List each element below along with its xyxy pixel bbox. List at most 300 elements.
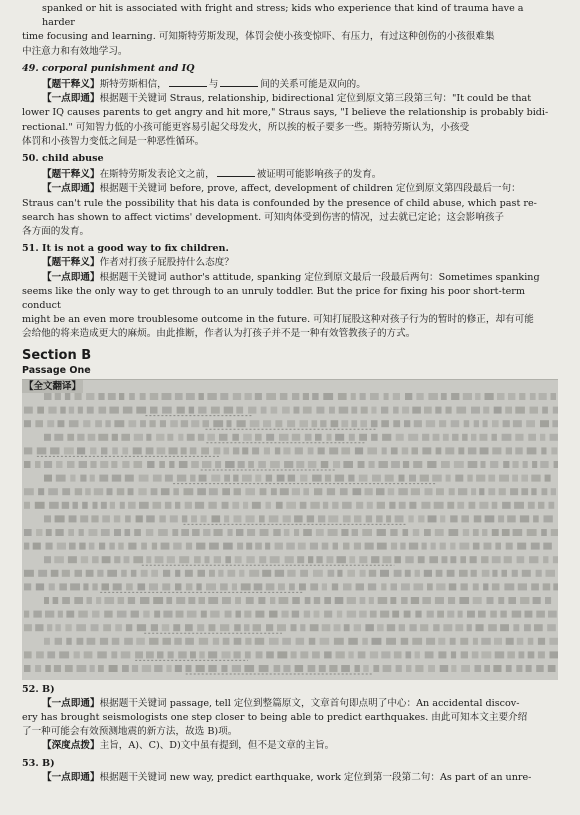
illegible-glyph (495, 542, 501, 549)
illegible-glyph (314, 597, 320, 604)
illegible-glyph (539, 393, 547, 400)
illegible-glyph (504, 556, 512, 563)
illegible-glyph (156, 433, 164, 440)
illegible-glyph (126, 583, 133, 590)
illegible-glyph (261, 406, 267, 413)
illegible-glyph (152, 542, 157, 549)
illegible-glyph (448, 597, 455, 604)
illegible-glyph (536, 569, 542, 576)
illegible-glyph (403, 461, 409, 468)
illegible-glyph (203, 529, 210, 536)
illegible-glyph (157, 651, 164, 658)
illegible-glyph (458, 488, 467, 495)
illegible-glyph (308, 556, 313, 563)
illegible-glyph (460, 556, 466, 563)
illegible-glyph (79, 542, 85, 549)
illegible-glyph (337, 556, 346, 563)
illegible-glyph (166, 665, 171, 672)
illegible-glyph (264, 447, 270, 454)
illegible-glyph (169, 461, 174, 468)
illegible-glyph (162, 624, 169, 631)
illegible-glyph (467, 474, 472, 481)
illegible-glyph (84, 651, 93, 658)
illegible-glyph (83, 583, 88, 590)
illegible-glyph (393, 393, 400, 400)
illegible-glyph (332, 583, 338, 590)
illegible-glyph (244, 665, 254, 672)
illegible-glyph (163, 569, 170, 576)
illegible-glyph (82, 501, 88, 508)
illegible-glyph (255, 474, 261, 481)
stem-text: 在斯特劳斯发表论文之前， (99, 169, 215, 181)
illegible-glyph (284, 529, 290, 536)
illegible-glyph (100, 461, 108, 468)
illegible-glyph (121, 569, 127, 576)
illegible-glyph (140, 393, 146, 400)
illegible-glyph (507, 651, 515, 658)
illegible-glyph (87, 637, 96, 644)
illegible-glyph (524, 624, 531, 631)
illegible-glyph (35, 461, 41, 468)
illegible-glyph (348, 637, 358, 644)
illegible-glyph (276, 501, 283, 508)
illegible-glyph (480, 433, 488, 440)
illegible-glyph (292, 488, 300, 495)
illegible-glyph (471, 569, 477, 576)
illegible-glyph (44, 474, 52, 481)
illegible-glyph (428, 393, 438, 400)
illegible-glyph (222, 597, 231, 604)
illegible-glyph (218, 569, 223, 576)
illegible-glyph (425, 651, 434, 658)
illegible-glyph (24, 665, 31, 672)
illegible-glyph (50, 447, 59, 454)
illegible-glyph (482, 569, 490, 576)
question-answer: B) (42, 757, 55, 769)
illegible-glyph (74, 597, 83, 604)
illegible-glyph (275, 542, 283, 549)
illegible-glyph (340, 488, 348, 495)
illegible-glyph (124, 637, 133, 644)
illegible-glyph (292, 393, 299, 400)
tip-text: 根据题干关键词 new way, predict earthquake, work 定位到第一段第二句：As part of an unre- (99, 771, 532, 783)
illegible-glyph (209, 542, 219, 549)
illegible-glyph (473, 583, 479, 590)
illegible-glyph (494, 406, 502, 413)
illegible-glyph (300, 474, 307, 481)
passage-heading: Passage One (22, 364, 91, 376)
illegible-glyph (175, 393, 183, 400)
illegible-glyph (322, 542, 329, 549)
answer-blank (217, 166, 255, 177)
illegible-glyph (456, 406, 466, 413)
illegible-glyph (277, 624, 286, 631)
illegible-glyph (303, 406, 312, 413)
illegible-glyph (436, 488, 444, 495)
illegible-glyph (461, 665, 470, 672)
illegible-glyph (86, 393, 94, 400)
illegible-glyph (388, 488, 395, 495)
illegible-glyph (260, 529, 269, 536)
illegible-glyph (35, 665, 41, 672)
illegible-glyph (312, 420, 318, 427)
illegible-glyph (295, 665, 304, 672)
illegible-glyph (322, 583, 327, 590)
illegible-glyph (117, 488, 125, 495)
question-51-stem (22, 256, 558, 270)
stem-text: 斯特劳斯相信， (99, 79, 167, 91)
illegible-glyph (490, 461, 498, 468)
illegible-glyph (24, 406, 33, 413)
illegible-glyph (263, 420, 271, 427)
illegible-glyph (551, 488, 556, 495)
illegible-glyph (359, 556, 367, 563)
illegible-glyph (422, 597, 431, 604)
illegible-glyph (44, 556, 51, 563)
illegible-glyph (479, 501, 488, 508)
illegible-glyph (278, 583, 285, 590)
illegible-glyph (89, 542, 95, 549)
illegible-glyph (245, 651, 251, 658)
illegible-glyph (275, 569, 284, 576)
illegible-glyph (107, 569, 117, 576)
illegible-glyph (112, 447, 118, 454)
illegible-glyph (502, 433, 512, 440)
illegible-glyph (319, 665, 326, 672)
illegible-glyph (154, 665, 162, 672)
illegible-glyph (79, 529, 84, 536)
illegible-glyph (294, 406, 300, 413)
illegible-glyph (550, 433, 558, 440)
illegible-glyph (500, 610, 506, 617)
illegible-glyph (425, 488, 433, 495)
illegible-glyph (75, 569, 83, 576)
illegible-glyph (339, 406, 349, 413)
illegible-glyph (175, 501, 180, 508)
question-answer: B) (42, 683, 55, 695)
illegible-glyph (66, 637, 71, 644)
illegible-glyph (314, 610, 320, 617)
illegible-glyph (519, 651, 525, 658)
illegible-glyph (328, 515, 338, 522)
illegible-glyph (103, 624, 111, 631)
illegible-glyph (542, 406, 548, 413)
illegible-glyph (490, 610, 497, 617)
illegible-glyph (286, 501, 296, 508)
illegible-glyph (150, 393, 158, 400)
question-number: 53. (22, 757, 39, 769)
deep-text: 主旨，A)、C)、D)文中虽有提到，但不是文章的主旨。 (99, 740, 335, 752)
illegible-glyph (428, 515, 437, 522)
illegible-glyph (365, 542, 374, 549)
illegible-glyph (422, 447, 431, 454)
illegible-glyph (94, 488, 103, 495)
illegible-glyph (292, 597, 300, 604)
illegible-glyph (513, 420, 522, 427)
illegible-glyph (245, 393, 252, 400)
illegible-glyph (527, 529, 537, 536)
illegible-glyph (279, 433, 289, 440)
illegible-glyph (186, 665, 192, 672)
illegible-glyph (528, 433, 536, 440)
illegible-glyph (324, 610, 332, 617)
illegible-glyph (177, 474, 186, 481)
illegible-glyph (214, 447, 221, 454)
illegible-glyph (297, 556, 304, 563)
illegible-glyph (382, 433, 391, 440)
illegible-glyph (393, 406, 399, 413)
illegible-glyph (141, 542, 147, 549)
illegible-glyph (102, 515, 110, 522)
illegible-glyph (191, 515, 197, 522)
illegible-glyph (146, 651, 154, 658)
illegible-glyph (24, 610, 29, 617)
tip-line: 体罚和小孩智力变低之间是一种恶性循环。 (22, 135, 205, 147)
illegible-glyph (460, 637, 468, 644)
illegible-glyph (227, 420, 232, 427)
illegible-glyph (55, 529, 63, 536)
illegible-glyph (356, 501, 363, 508)
illegible-glyph (69, 420, 79, 427)
illegible-glyph (449, 583, 457, 590)
illegible-glyph (299, 583, 306, 590)
illegible-glyph (378, 597, 388, 604)
illegible-glyph (534, 624, 543, 631)
illegible-glyph (471, 406, 480, 413)
illegible-glyph (244, 624, 250, 631)
illegible-glyph (451, 651, 456, 658)
illegible-glyph (212, 515, 221, 522)
illegible-glyph (104, 610, 112, 617)
illegible-glyph (502, 529, 510, 536)
illegible-glyph (402, 447, 409, 454)
illegible-glyph (393, 420, 400, 427)
illegible-glyph (234, 515, 242, 522)
illegible-glyph (360, 393, 366, 400)
question-53-heading (22, 757, 558, 771)
illegible-glyph (377, 542, 387, 549)
illegible-glyph (325, 474, 331, 481)
illegible-glyph (118, 597, 125, 604)
illegible-glyph (473, 597, 482, 604)
illegible-glyph (62, 569, 70, 576)
illegible-glyph (128, 501, 136, 508)
illegible-glyph (235, 556, 242, 563)
illegible-glyph (129, 420, 137, 427)
illegible-glyph (96, 597, 101, 604)
illegible-glyph (69, 542, 76, 549)
illegible-glyph (408, 515, 413, 522)
illegible-glyph (498, 515, 504, 522)
illegible-glyph (506, 447, 512, 454)
illegible-glyph (211, 406, 220, 413)
illegible-glyph (531, 542, 540, 549)
illegible-glyph (296, 461, 304, 468)
illegible-glyph (384, 393, 389, 400)
illegible-glyph (266, 501, 271, 508)
tip-text: 根据题干关键词 author's attitude, spanking 定位到原文最后一段最后两句：Sometimes spanking (99, 271, 540, 283)
illegible-glyph (310, 624, 319, 631)
illegible-glyph (520, 515, 529, 522)
illegible-glyph (389, 501, 395, 508)
illegible-glyph (335, 474, 344, 481)
illegible-glyph (329, 447, 338, 454)
illegible-glyph (427, 583, 433, 590)
illegible-glyph (287, 569, 295, 576)
illegible-glyph (548, 665, 556, 672)
illegible-glyph (399, 474, 405, 481)
illegible-glyph (495, 651, 505, 658)
illegible-glyph (300, 569, 308, 576)
illegible-glyph (426, 637, 435, 644)
illegible-glyph (404, 420, 410, 427)
illegible-glyph (89, 529, 98, 536)
illegible-glyph (505, 406, 512, 413)
illegible-glyph (433, 433, 440, 440)
illegible-glyph (242, 447, 248, 454)
illegible-glyph (236, 529, 243, 536)
illegible-glyph (373, 665, 379, 672)
illegible-glyph (353, 488, 362, 495)
illegible-glyph (313, 569, 323, 576)
illegible-glyph (440, 665, 449, 672)
illegible-glyph (337, 569, 342, 576)
illegible-glyph (198, 406, 206, 413)
illegible-glyph (202, 461, 211, 468)
illegible-glyph (24, 488, 34, 495)
full-translation-block (22, 379, 558, 680)
illegible-glyph (492, 447, 501, 454)
illegible-glyph (372, 637, 382, 644)
illegible-glyph (201, 447, 209, 454)
illegible-glyph (318, 515, 325, 522)
illegible-glyph (380, 610, 389, 617)
illegible-glyph (246, 556, 254, 563)
illegible-glyph (447, 569, 455, 576)
illegible-glyph (228, 529, 233, 536)
illegible-glyph (438, 651, 446, 658)
illegible-glyph (114, 420, 124, 427)
illegible-glyph (44, 433, 51, 440)
illegible-glyph (220, 393, 228, 400)
illegible-glyph (121, 651, 131, 658)
illegible-glyph (347, 610, 356, 617)
illegible-glyph (543, 556, 548, 563)
illegible-glyph (334, 637, 344, 644)
illegible-glyph (247, 529, 255, 536)
illegible-glyph (69, 515, 77, 522)
illegible-glyph (260, 488, 267, 495)
illegible-glyph (177, 406, 185, 413)
illegible-glyph (138, 488, 146, 495)
illegible-glyph (488, 624, 497, 631)
illegible-glyph (359, 474, 368, 481)
illegible-glyph (159, 461, 165, 468)
illegible-glyph (208, 651, 217, 658)
illegible-glyph (379, 461, 388, 468)
illegible-glyph (543, 583, 551, 590)
illegible-glyph (434, 501, 444, 508)
illegible-glyph (514, 501, 524, 508)
question-49-heading (22, 62, 558, 76)
illegible-glyph (540, 461, 548, 468)
illegible-glyph (541, 529, 547, 536)
illegible-glyph (399, 624, 405, 631)
illegible-glyph (175, 583, 181, 590)
illegible-glyph (416, 393, 423, 400)
illegible-glyph (536, 665, 544, 672)
illegible-glyph (282, 406, 290, 413)
illegible-glyph (146, 447, 154, 454)
illegible-glyph (329, 406, 335, 413)
illegible-glyph (323, 501, 328, 508)
illegible-glyph (382, 447, 387, 454)
illegible-glyph (199, 474, 207, 481)
illegible-glyph (234, 651, 241, 658)
illegible-glyph (370, 651, 378, 658)
illegible-glyph (343, 583, 352, 590)
illegible-glyph (59, 583, 67, 590)
illegible-glyph (146, 529, 153, 536)
illegible-glyph (222, 501, 229, 508)
illegible-glyph (485, 393, 494, 400)
illegible-glyph (502, 569, 508, 576)
illegible-glyph (351, 420, 357, 427)
tip-line: lower IQ causes parents to get angry and hit more," Straus says, "I believe the relationship is probably bidi- (22, 107, 549, 119)
illegible-glyph (481, 637, 490, 644)
illegible-glyph (51, 569, 59, 576)
illegible-glyph (333, 542, 338, 549)
illegible-glyph (310, 501, 319, 508)
illegible-glyph (343, 461, 353, 468)
illegible-glyph (531, 583, 539, 590)
illegible-glyph (46, 542, 53, 549)
illegible-glyph (305, 433, 312, 440)
illegible-glyph (300, 501, 307, 508)
illegible-glyph (468, 461, 478, 468)
illegible-glyph (128, 597, 135, 604)
illegible-glyph (209, 624, 216, 631)
illegible-glyph (223, 637, 230, 644)
illegible-glyph (91, 624, 99, 631)
illegible-glyph (331, 420, 339, 427)
illegible-glyph (446, 474, 451, 481)
illegible-glyph (210, 610, 219, 617)
illegible-glyph (62, 597, 70, 604)
illegible-glyph (158, 529, 168, 536)
tip-line: ery has brought seismologists one step closer to being able to predict earthquakes. 由此可知本文主要介绍 (22, 712, 528, 724)
illegible-glyph (454, 461, 464, 468)
illegible-glyph (78, 406, 83, 413)
illegible-glyph (187, 610, 197, 617)
illegible-glyph (141, 569, 148, 576)
illegible-glyph (347, 569, 355, 576)
stem-tag: 【题干释义】 (42, 169, 100, 181)
illegible-glyph (215, 461, 221, 468)
illegible-glyph (422, 542, 427, 549)
illegible-glyph (449, 529, 459, 536)
illegible-glyph (459, 597, 469, 604)
illegible-glyph (503, 420, 510, 427)
illegible-glyph (190, 651, 196, 658)
illegible-glyph (101, 447, 107, 454)
illegible-glyph (515, 447, 522, 454)
illegible-glyph (494, 637, 502, 644)
illegible-glyph (165, 474, 173, 481)
illegible-glyph (112, 433, 118, 440)
illegible-glyph (513, 624, 519, 631)
illegible-glyph (395, 515, 404, 522)
